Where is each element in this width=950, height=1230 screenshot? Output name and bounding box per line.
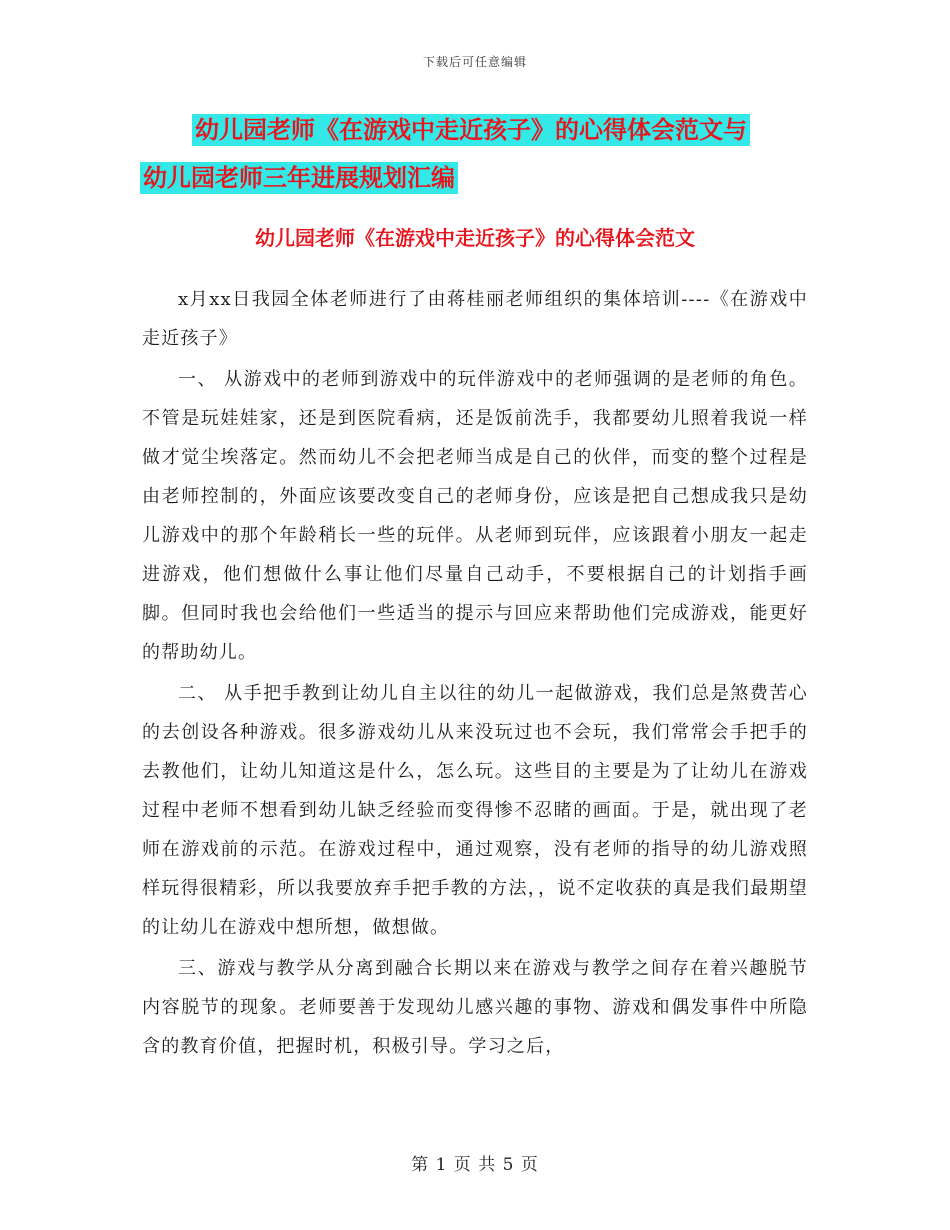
paragraph-intro: x月xx日我园全体老师进行了由蒋桂丽老师组织的集体培训----《在游戏中走近孩子》 [142,289,808,349]
paragraph-point-1: 一、 从游戏中的老师到游戏中的玩伴游戏中的老师强调的是老师的角色。不管是玩娃娃家，还是到医院看病，还是饭前洗手，我都要幼儿照着我说一样做才觉尘埃落定。然而幼儿不会把老师当成是自己的伙伴，而变的整个过程是由老师控制的，外面应该要改变自己的老师身份，应该是把自己想成我只是幼儿游戏中的那个年龄稍长一些的玩伴。从老师到玩伴，应该跟着小朋友一起走进游戏，他们想做什么事让他们尽量自己动手，不要根据自己的计划指手画脚。但同时我也会给他们一些适当的提示与回应来帮助他们完成游戏，能更好的帮助幼儿。 [142,369,808,663]
page-footer: 第 1 页 共 5 页 [411,1155,539,1175]
main-title-line-1 [140,106,810,154]
document-body [142,280,808,1068]
header-note: 下载后可任意编辑 [422,55,527,69]
main-title-line-1-text: 幼儿园老师《在游戏中走近孩子》的心得体会范文与 [192,114,750,146]
section-title: 幼儿园老师《在游戏中走近孩子》的心得体会范文 [255,226,695,250]
paragraph-point-3: 三、游戏与教学从分离到融合长期以来在游戏与教学之间存在着兴趣脱节内容脱节的现象。老师要善于发现幼儿感兴趣的事物、游戏和偶发事件中所隐含的教育价值，把握时机，积极引导。学习之后， [142,958,808,1057]
paragraph-point-2: 二、 从手把手教到让幼儿自主以往的幼儿一起做游戏，我们总是煞费苦心的去创设各种游戏。很多游戏幼儿从来没玩过也不会玩，我们常常会手把手的去教他们，让幼儿知道这是什么，怎么玩。这些目的主要是为了让幼儿在游戏过程中老师不想看到幼儿缺乏经验而变得惨不忍睹的画面。于是，就出现了老师在游戏前的示范。在游戏过程中，通过观察，没有老师的指导的幼儿游戏照样玩得很精彩，所以我要放弃手把手教的方法，，说不定收获的真是我们最期望的让幼儿在游戏中想所想，做想做。 [142,683,808,938]
main-title [140,106,810,202]
main-title-line-2-text: 幼儿园老师三年进展规划汇编 [140,162,458,194]
main-title-line-2 [140,154,810,202]
